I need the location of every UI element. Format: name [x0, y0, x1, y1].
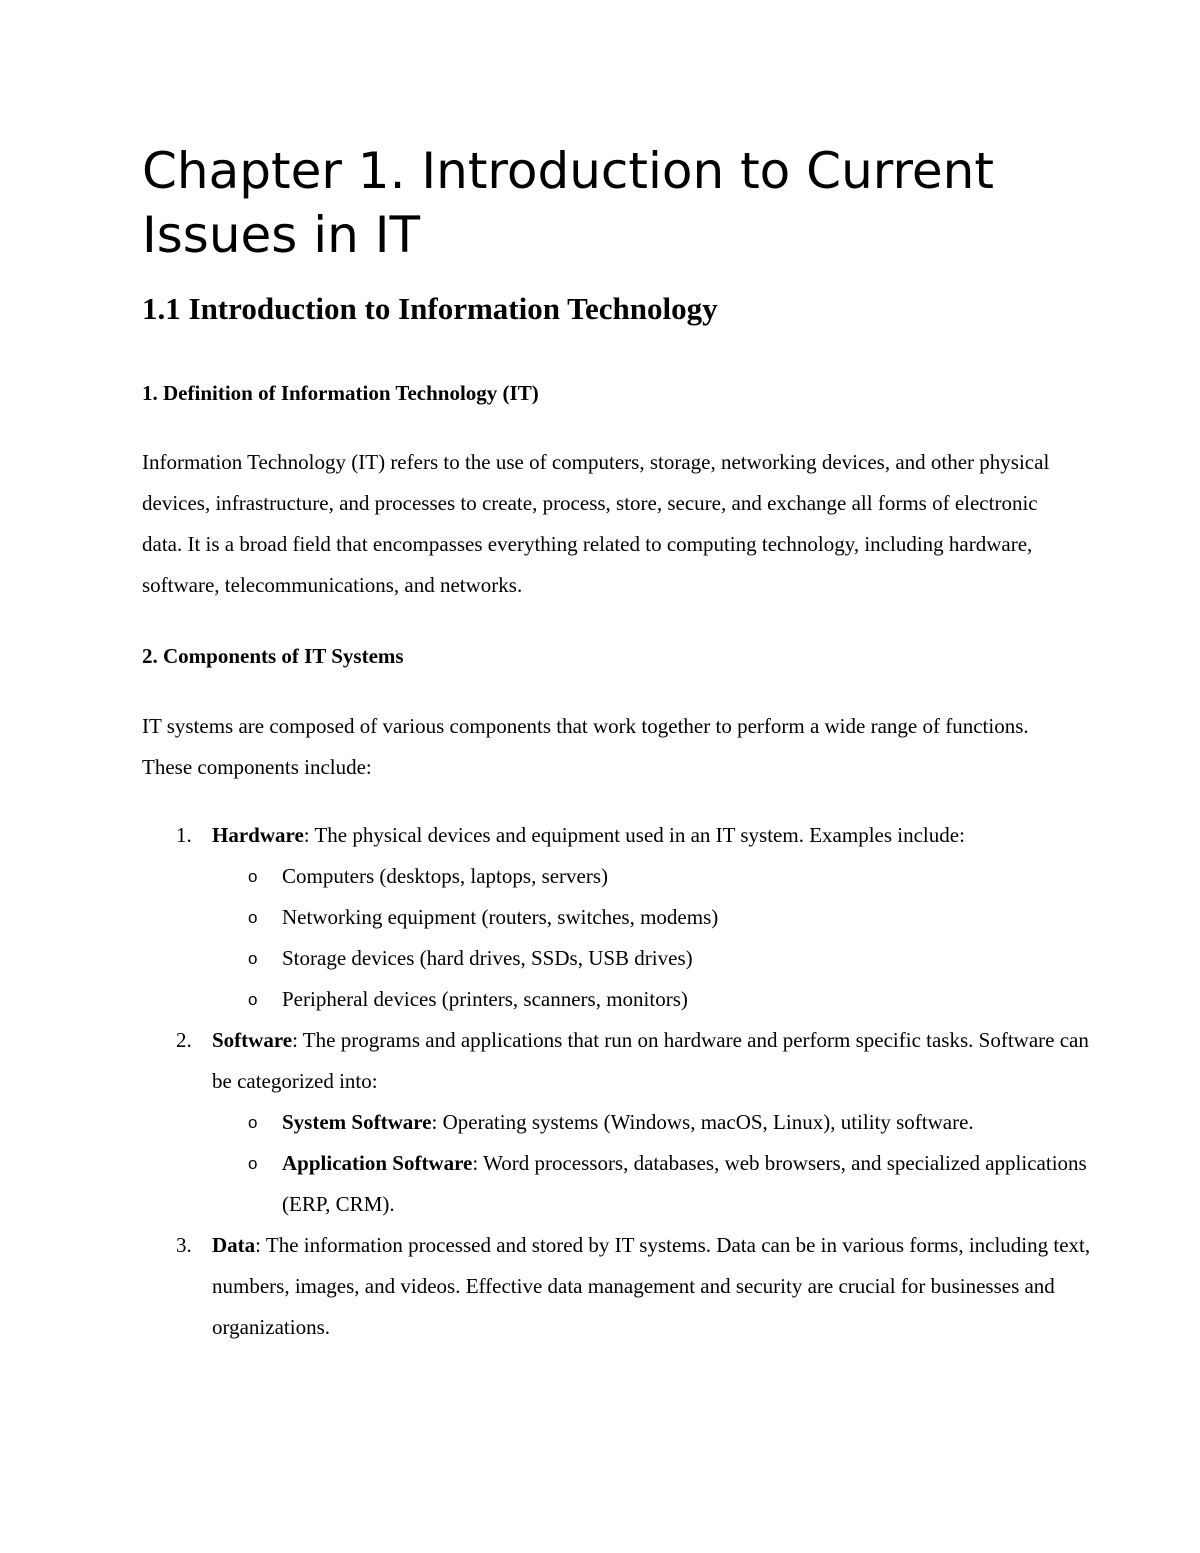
bullet-icon: o: [248, 867, 258, 886]
software-sub-list: [212, 1102, 1102, 1225]
list-item: [212, 897, 1102, 938]
list-item: [212, 938, 1102, 979]
term-data: Data: [212, 1233, 256, 1257]
list-number: 2.: [176, 1028, 192, 1052]
hardware-description: : The physical devices and equipment used in an IT system. Examples include:: [303, 823, 965, 847]
list-item: [212, 856, 1102, 897]
list-item: [212, 1143, 1102, 1225]
list-item: [212, 1102, 1102, 1143]
term-software: Software: [212, 1028, 293, 1052]
components-list: [142, 815, 1102, 1348]
definition-heading: 1. Definition of Information Technology (IT): [142, 381, 539, 405]
components-intro-paragraph: IT systems are composed of various components that work together to perform a wide range of functions. These components include:: [142, 714, 1029, 779]
bullet-icon: o: [248, 990, 258, 1009]
chapter-title: Chapter 1. Introduction to Current Issues in IT: [142, 142, 994, 264]
bullet-icon: o: [248, 908, 258, 927]
bullet-icon: o: [248, 1154, 258, 1173]
components-heading: 2. Components of IT Systems: [142, 644, 404, 668]
definition-paragraph: Information Technology (IT) refers to the use of computers, storage, networking devices, and other physical devices, infrastructure, and processes to create, process, store, secure, and exchange all forms of electronic data. It is a broad field that encompasses everything related to computing technology, including hardware, software, telecommunications, and networks.: [142, 450, 1050, 597]
system-software-description: : Operating systems (Windows, macOS, Linux), utility software.: [431, 1110, 974, 1134]
list-number: 1.: [176, 823, 192, 847]
term-hardware: Hardware: [212, 823, 304, 847]
bullet-icon: o: [248, 949, 258, 968]
sub-item-text: Peripheral devices (printers, scanners, monitors): [282, 987, 688, 1011]
bullet-icon: o: [248, 1113, 258, 1132]
software-description: : The programs and applications that run on hardware and perform specific tasks. Software can be categorized into:: [212, 1028, 1089, 1093]
sub-item-text: Storage devices (hard drives, SSDs, USB drives): [282, 946, 693, 970]
list-item-software: [142, 1020, 1102, 1225]
sub-item-text: Computers (desktops, laptops, servers): [282, 864, 609, 888]
term-application-software: Application Software: [282, 1151, 473, 1175]
list-item-data: [142, 1225, 1102, 1348]
list-item-hardware: [142, 815, 1102, 1020]
list-item: [212, 979, 1102, 1020]
application-software-description: : Word processors, databases, web browsers, and specialized applications (ERP, CRM).: [282, 1151, 1087, 1216]
hardware-sub-list: [212, 856, 1102, 1020]
data-description: : The information processed and stored by IT systems. Data can be in various forms, including text, numbers, images, and videos. Effective data management and security are crucial for businesses and organizations.: [212, 1233, 1091, 1339]
sub-item-text: Networking equipment (routers, switches, modems): [282, 905, 719, 929]
section-heading: 1.1 Introduction to Information Technology: [142, 291, 718, 326]
term-system-software: System Software: [282, 1110, 432, 1134]
list-number: 3.: [176, 1233, 192, 1257]
